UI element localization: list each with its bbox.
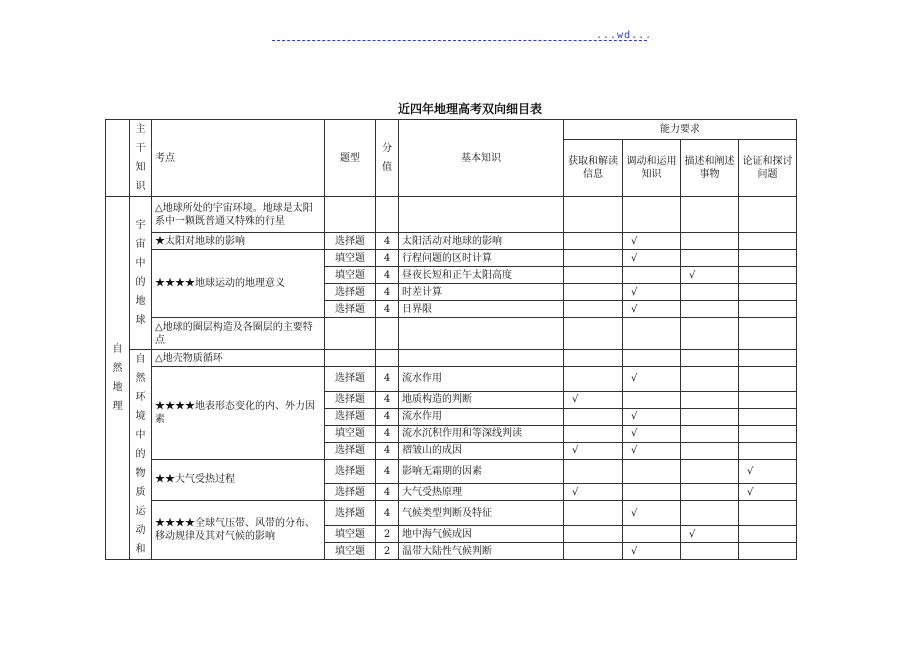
check-cell: √ — [564, 391, 623, 408]
check-cell: √ — [739, 484, 797, 501]
check-cell — [681, 501, 739, 526]
point-3: ★★★★地球运动的地理意义 — [152, 250, 325, 318]
page-title: 近四年地理高考双向细目表 — [397, 102, 542, 116]
check-cell — [739, 267, 797, 284]
check-cell: √ — [623, 284, 681, 301]
row-score: 4 — [376, 233, 399, 250]
check-cell — [564, 233, 623, 250]
check-cell: √ — [623, 408, 681, 425]
row-score: 4 — [376, 250, 399, 267]
row-type: 填空题 — [325, 250, 376, 267]
header-mark: ...wd... — [596, 30, 653, 41]
row-score: 2 — [376, 543, 399, 560]
check-cell: √ — [623, 250, 681, 267]
check-cell — [564, 501, 623, 526]
check-cell — [681, 408, 739, 425]
check-cell — [564, 408, 623, 425]
detail-table — [105, 119, 797, 560]
point-2: ★太阳对地球的影响 — [152, 233, 325, 250]
point-6: ★★★★地表形态变化的内、外力因素 — [152, 367, 325, 460]
row-type: 选择题 — [325, 391, 376, 408]
row-knowledge: 流水作用 — [399, 408, 564, 425]
header-blank — [106, 120, 130, 197]
check-cell — [564, 267, 623, 284]
row-type: 选择题 — [325, 233, 376, 250]
check-cell: √ — [623, 233, 681, 250]
row-score: 4 — [376, 367, 399, 392]
row-type: 选择题 — [325, 301, 376, 318]
check-cell — [564, 543, 623, 560]
check-cell — [623, 526, 681, 543]
header-ability-1: 获取和解读信息 — [564, 140, 623, 197]
header-tixing: 题型 — [325, 120, 376, 197]
check-cell — [739, 284, 797, 301]
group-label-1: 宇宙中的地球 — [130, 197, 152, 350]
check-cell: √ — [623, 425, 681, 442]
row-type: 填空题 — [325, 267, 376, 284]
point-1: △地球所处的宇宙环境。地球是太阳系中一颗既普通又特殊的行星 — [152, 197, 325, 233]
check-cell — [739, 543, 797, 560]
check-cell — [739, 442, 797, 459]
check-cell — [564, 301, 623, 318]
row-knowledge: 时差计算 — [399, 284, 564, 301]
header-ability-3: 描述和阐述事物 — [681, 140, 739, 197]
check-cell: √ — [623, 367, 681, 392]
row-knowledge: 大气受热原理 — [399, 484, 564, 501]
row-score: 4 — [376, 391, 399, 408]
row-knowledge: 昼夜长短和正午太阳高度 — [399, 267, 564, 284]
check-cell: √ — [564, 484, 623, 501]
row-score: 4 — [376, 459, 399, 484]
row-knowledge: 流水沉积作用和等深线判读 — [399, 425, 564, 442]
check-cell — [739, 526, 797, 543]
check-cell — [681, 442, 739, 459]
check-cell — [681, 425, 739, 442]
check-cell — [739, 501, 797, 526]
header-ability-2: 调动和运用知识 — [623, 140, 681, 197]
check-cell — [681, 250, 739, 267]
row-score: 4 — [376, 284, 399, 301]
check-cell: √ — [564, 442, 623, 459]
row-type: 选择题 — [325, 459, 376, 484]
check-cell — [564, 367, 623, 392]
row-type: 填空题 — [325, 526, 376, 543]
header-rule — [272, 40, 647, 41]
check-cell — [739, 301, 797, 318]
row-score: 4 — [376, 501, 399, 526]
row-knowledge: 气候类型判断及特征 — [399, 501, 564, 526]
row-type: 选择题 — [325, 284, 376, 301]
check-cell — [681, 301, 739, 318]
point-5: △地壳物质循环 — [152, 350, 325, 367]
check-cell — [681, 233, 739, 250]
row-score: 4 — [376, 301, 399, 318]
row-knowledge: 地质构造的判断 — [399, 391, 564, 408]
row-knowledge: 温带大陆性气候判断 — [399, 543, 564, 560]
point-8: ★★★★全球气压带、风带的分布、移动规律及其对气候的影响 — [152, 501, 325, 560]
header-fenzhi: 分值 — [376, 120, 399, 197]
check-cell: √ — [681, 267, 739, 284]
point-4: △地球的圈层构造及各圈层的主要特点 — [152, 318, 325, 350]
check-cell: √ — [739, 459, 797, 484]
row-type: 填空题 — [325, 425, 376, 442]
check-cell — [739, 367, 797, 392]
check-cell — [681, 284, 739, 301]
check-cell — [623, 459, 681, 484]
header-zhugan: 主干知识 — [130, 120, 152, 197]
check-cell — [739, 233, 797, 250]
row-knowledge: 影响无霜期的因素 — [399, 459, 564, 484]
header-nengli: 能力要求 — [564, 120, 797, 140]
check-cell — [564, 459, 623, 484]
row-type: 选择题 — [325, 442, 376, 459]
row-score: 4 — [376, 425, 399, 442]
check-cell — [564, 425, 623, 442]
check-cell — [681, 391, 739, 408]
check-cell — [739, 425, 797, 442]
check-cell — [623, 484, 681, 501]
check-cell — [564, 526, 623, 543]
check-cell — [623, 267, 681, 284]
point-7: ★★大气受热过程 — [152, 459, 325, 501]
row-knowledge: 行程问题的区时计算 — [399, 250, 564, 267]
check-cell — [564, 250, 623, 267]
check-cell: √ — [623, 442, 681, 459]
check-cell — [681, 459, 739, 484]
row-knowledge: 地中海气候成因 — [399, 526, 564, 543]
row-type: 选择题 — [325, 408, 376, 425]
check-cell: √ — [623, 543, 681, 560]
check-cell — [739, 250, 797, 267]
header-kaodian: 考点 — [152, 120, 325, 197]
check-cell — [739, 391, 797, 408]
row-score: 4 — [376, 267, 399, 284]
row-type: 选择题 — [325, 367, 376, 392]
row-knowledge: 流水作用 — [399, 367, 564, 392]
row-score: 4 — [376, 484, 399, 501]
check-cell: √ — [623, 501, 681, 526]
group-label-2: 自然环境中的物质运动和 — [130, 350, 152, 560]
row-knowledge: 太阳活动对地球的影响 — [399, 233, 564, 250]
row-score: 4 — [376, 408, 399, 425]
header-ability-4: 论证和探讨问题 — [739, 140, 797, 197]
row-type: 选择题 — [325, 484, 376, 501]
check-cell — [681, 367, 739, 392]
header-jiben: 基本知识 — [399, 120, 564, 197]
row-knowledge: 褶皱山的成因 — [399, 442, 564, 459]
row-score: 4 — [376, 442, 399, 459]
check-cell — [681, 543, 739, 560]
check-cell — [739, 408, 797, 425]
row-type: 选择题 — [325, 501, 376, 526]
section-label: 自然地理 — [106, 197, 130, 560]
check-cell: √ — [623, 301, 681, 318]
check-cell — [564, 284, 623, 301]
check-cell — [681, 484, 739, 501]
check-cell: √ — [681, 526, 739, 543]
row-type: 填空题 — [325, 543, 376, 560]
check-cell — [623, 391, 681, 408]
row-knowledge: 日界限 — [399, 301, 564, 318]
row-score: 2 — [376, 526, 399, 543]
